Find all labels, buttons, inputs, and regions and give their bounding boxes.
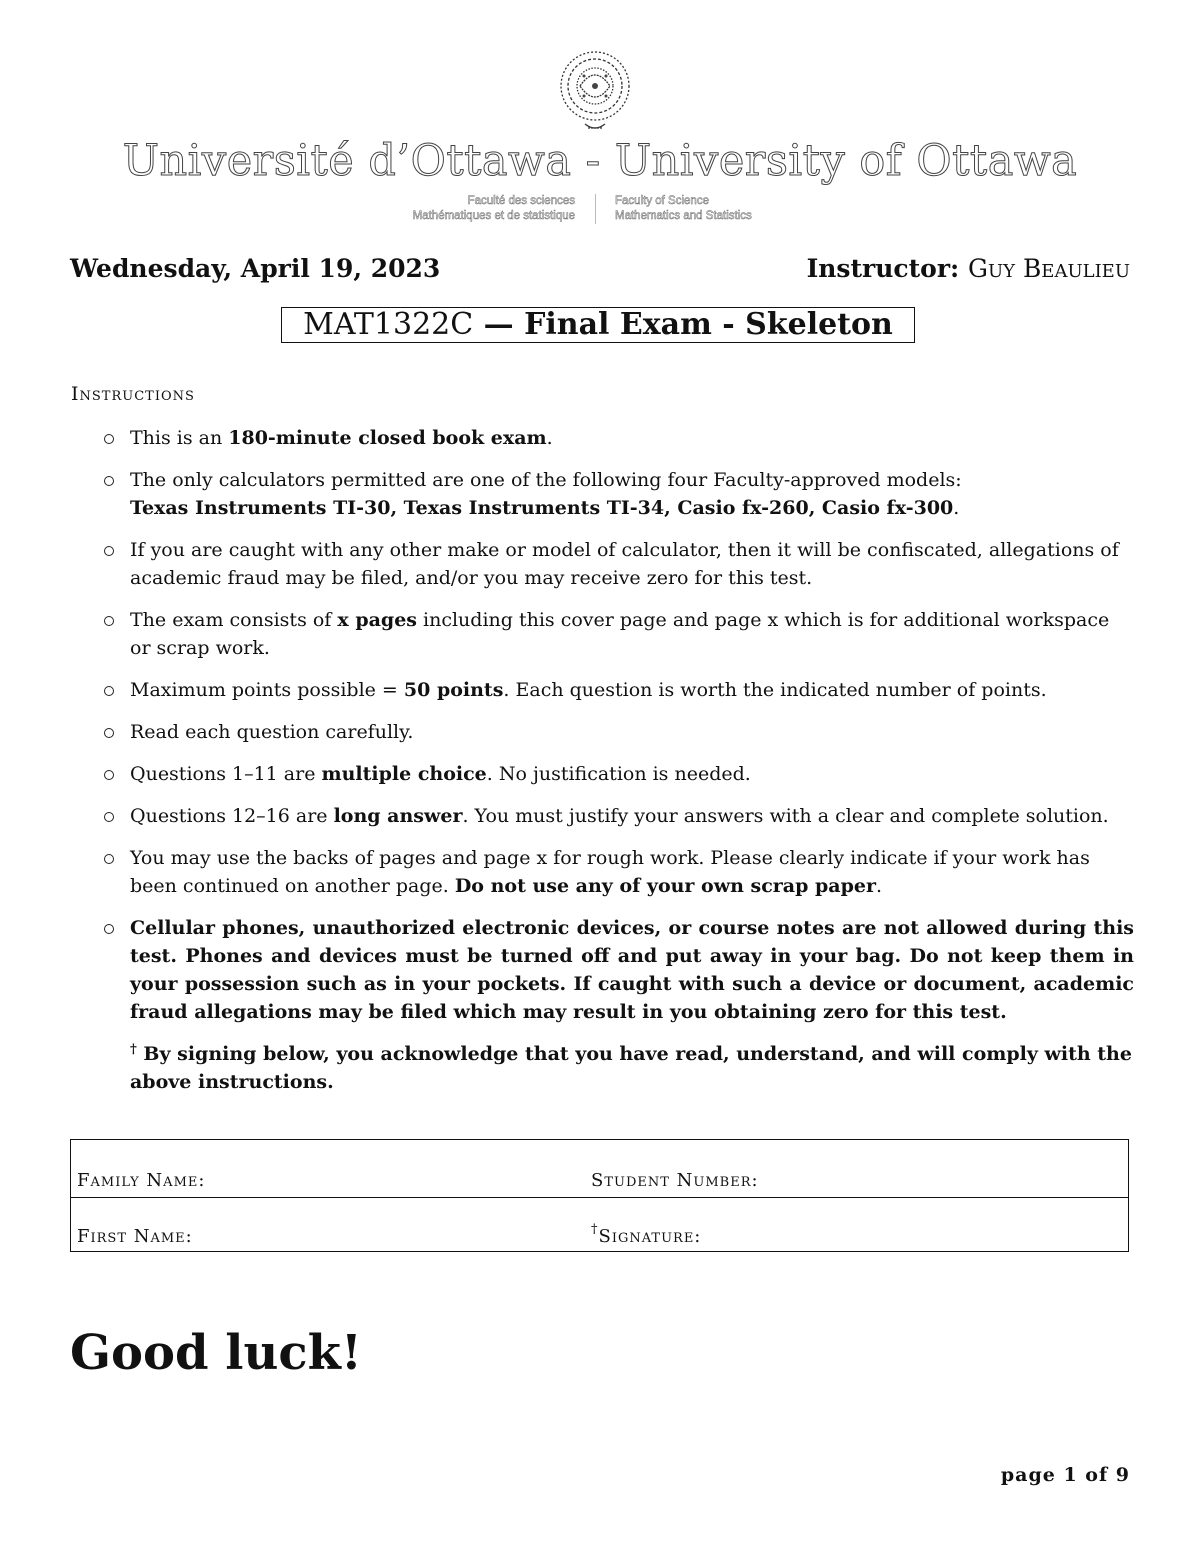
instruction-emphasis: x pages [337, 609, 417, 631]
dagger-mark: † [130, 1042, 137, 1057]
instruction-text: Questions 1–11 are [130, 763, 322, 785]
list-item [104, 536, 1134, 592]
row-divider [71, 1197, 1128, 1198]
bullet-icon [104, 812, 114, 822]
instruction-text: Maximum points possible = [130, 679, 404, 701]
list-item [104, 676, 1134, 704]
faculty-en-line2: Mathematics and Statistics [615, 210, 752, 222]
bullet-icon [104, 476, 114, 486]
instruction-emphasis: long answer [333, 805, 463, 827]
instruction-text: This is an [130, 427, 229, 449]
instruction-text: . No justification is needed. [486, 763, 751, 785]
list-item [104, 760, 1134, 788]
university-name: Université d’Ottawa - University of Ottawa [122, 136, 1078, 186]
page-number: page 1 of 9 [1000, 1464, 1130, 1486]
instructor-label: Instructor: [806, 254, 960, 283]
exam-date: Wednesday, April 19, 2023 [70, 254, 441, 283]
instructions-heading: Instructions [71, 383, 195, 405]
list-item [104, 914, 1134, 1026]
student-info-form [70, 1139, 1129, 1252]
dagger-mark: † [591, 1222, 599, 1237]
exam-title [281, 307, 915, 343]
acknowledgement-text: By signing below, you acknowledge that you have read, understand, and will comply with the above instructions. [130, 1043, 1132, 1093]
list-item [104, 844, 1134, 900]
instructor-line [807, 254, 1130, 283]
bullet-icon [104, 728, 114, 738]
list-item [104, 606, 1134, 662]
bullet-icon [104, 546, 114, 556]
faculty-divider [595, 194, 596, 224]
student-number-field: Student Number: [591, 1170, 759, 1191]
instruction-text: You may use the backs of pages and page x for rough work. Please clearly indicate if your work has been continued on another page. [130, 847, 1090, 897]
bullet-icon [104, 686, 114, 696]
instruction-text: . [953, 497, 960, 519]
instruction-emphasis: Texas Instruments TI-30, Texas Instruments TI-34, Casio fx-260, Casio fx-300 [130, 497, 954, 519]
bullet-icon [104, 854, 114, 864]
list-item [104, 802, 1134, 830]
signature-label: Signature: [598, 1226, 702, 1247]
acknowledgement-statement [104, 1040, 1134, 1096]
university-seal-icon [540, 46, 650, 132]
instruction-text: . Each question is worth the indicated number of points. [503, 679, 1047, 701]
instruction-text: The exam consists of [130, 609, 338, 631]
instructor-name: Guy Beaulieu [967, 254, 1130, 283]
good-luck-message: Good luck! [70, 1325, 362, 1381]
list-item [104, 424, 1134, 452]
bullet-icon [104, 616, 114, 626]
instructions-list [104, 424, 1134, 1096]
faculty-en-line1: Faculty of Science [615, 195, 709, 207]
list-item [104, 466, 1134, 522]
exam-title-text: — Final Exam - Skeleton [473, 307, 893, 342]
faculty-fr-line2: Mathématiques et de statistique [412, 210, 575, 222]
faculty-name-english [615, 194, 895, 224]
instruction-text: . [876, 875, 883, 897]
instruction-emphasis: 50 points [403, 679, 504, 701]
instruction-emphasis: 180-minute closed book exam [228, 427, 547, 449]
instruction-text: including this cover page and page x which is for additional workspace or scrap work. [130, 609, 1110, 659]
bullet-icon [104, 770, 114, 780]
family-name-field: Family Name: [77, 1170, 206, 1191]
instruction-text: Questions 12–16 are [130, 805, 334, 827]
first-name-field: First Name: [77, 1226, 193, 1247]
faculty-fr-line1: Faculté des sciences [467, 195, 575, 207]
instruction-text: If you are caught with any other make or model of calculator, then it will be confiscated, allegations of academic fraud may be filed, and/or you may receive zero for this test. [130, 539, 1119, 589]
faculty-name-french [300, 194, 575, 224]
bullet-icon [104, 434, 114, 444]
instruction-emphasis: Do not use any of your own scrap paper [454, 875, 876, 897]
instruction-text: . [546, 427, 553, 449]
instruction-text: The only calculators permitted are one of the following four Faculty-approved models: [130, 469, 962, 491]
signature-field [591, 1222, 702, 1247]
list-item [104, 718, 1134, 746]
instruction-text: Cellular phones, unauthorized electronic devices, or course notes are not allowed during this test. Phones and devices must be turned off and put away in your bag. Do not keep them in your possession such as in your pockets. If caught with such a device or document, academic fraud allegations may be filed which may result in you obtaining zero for this test. [130, 917, 1134, 1023]
course-code: MAT1322C [303, 307, 474, 342]
bullet-icon [104, 924, 114, 934]
instruction-emphasis: multiple choice [321, 763, 487, 785]
instruction-text: Read each question carefully. [130, 721, 414, 743]
instruction-text: . You must justify your answers with a clear and complete solution. [462, 805, 1109, 827]
